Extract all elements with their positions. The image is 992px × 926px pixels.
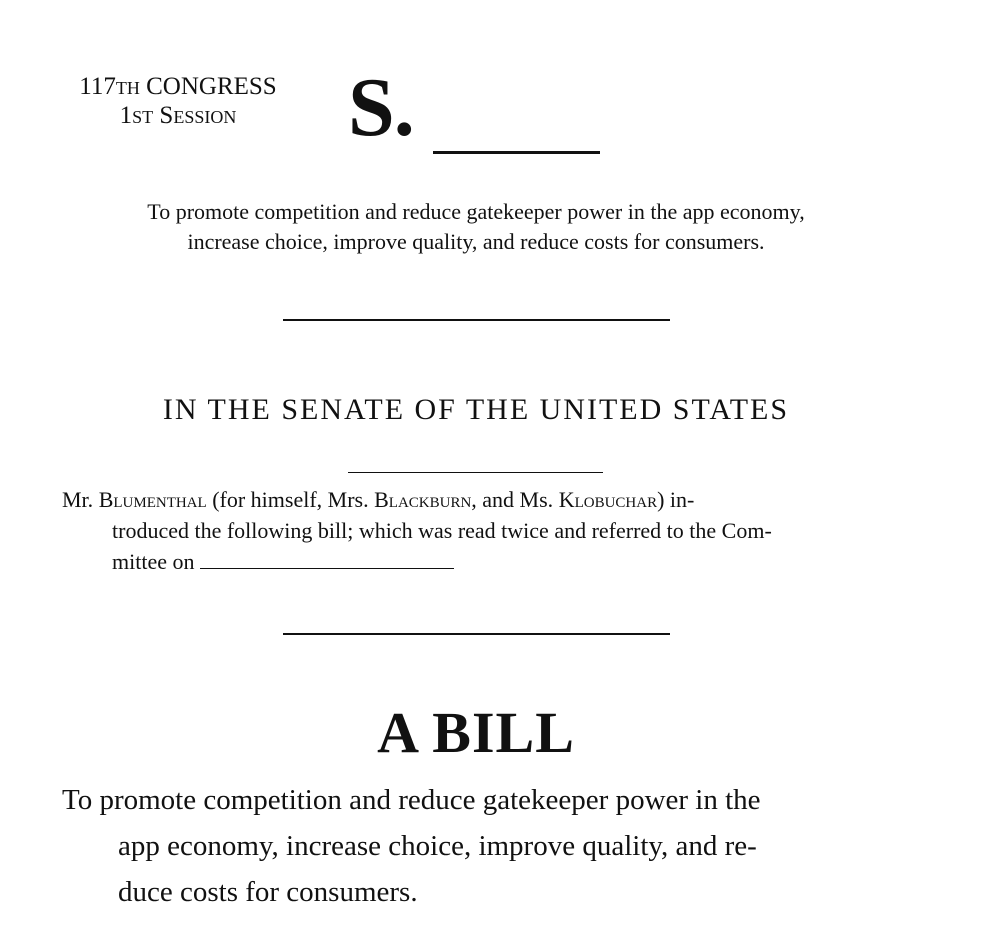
cosponsor-name: Klobuchar: [558, 487, 658, 512]
bill-number-prefix: S.: [348, 61, 414, 154]
senate-heading: IN THE SENATE OF THE UNITED STATES: [162, 393, 790, 426]
introduction-line-1: [62, 484, 890, 515]
introduction-line-3: [62, 546, 890, 577]
congress-session-block: [62, 72, 294, 130]
congress-label: [62, 72, 294, 101]
sponsor-name: Blumenthal: [98, 487, 207, 512]
short-title-line-2: increase choice, improve quality, and reduce costs for consumers.: [187, 229, 765, 254]
intro-text: Mr.: [62, 487, 99, 512]
intro-text: , and Ms.: [471, 487, 559, 512]
long-title-line-1: To promote competition and reduce gatekeeper power in the: [62, 784, 761, 816]
short-title: [80, 197, 872, 257]
session-suffix: st: [132, 102, 154, 129]
congress-word: CONGRESS: [146, 73, 277, 100]
bill-number-blank-line: [433, 151, 600, 154]
long-title: [62, 777, 888, 915]
session-word: Session: [159, 102, 237, 129]
intro-text: ) in-: [657, 487, 695, 512]
committee-blank-line: [200, 554, 454, 569]
session-number: 1: [119, 102, 133, 129]
short-title-line-1: To promote competition and reduce gatekeeper power in the app economy,: [147, 199, 805, 224]
intro-text: mittee on: [112, 549, 200, 574]
cosponsor-name: Blackburn: [374, 487, 472, 512]
divider-rule: [283, 633, 670, 635]
intro-text: (for himself, Mrs.: [206, 487, 375, 512]
introduction-paragraph: [62, 484, 890, 577]
congress-suffix: th: [115, 73, 140, 100]
long-title-line-2: app economy, increase choice, improve quality, and re-: [118, 830, 757, 862]
bill-heading: A BILL: [377, 700, 575, 765]
session-label: [62, 101, 294, 130]
congress-number: 117: [79, 73, 116, 100]
long-title-line-3: duce costs for consumers.: [118, 876, 418, 908]
short-divider-rule: [348, 472, 603, 473]
introduction-line-2: troduced the following bill; which was read twice and referred to the Com-: [112, 518, 772, 543]
divider-rule: [283, 319, 670, 321]
